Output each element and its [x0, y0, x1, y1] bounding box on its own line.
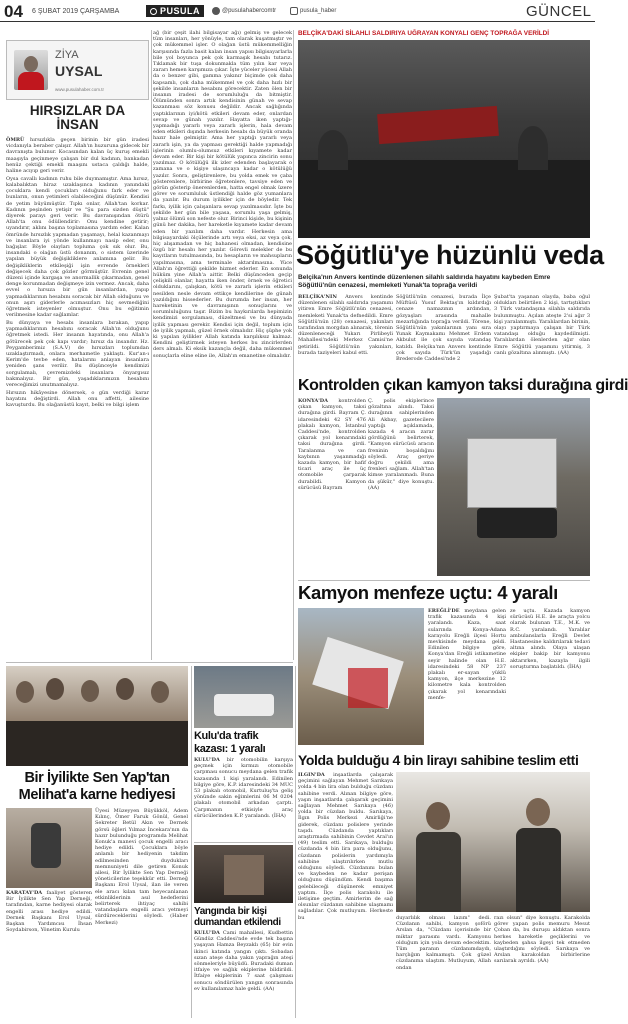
main-story-photo [298, 40, 590, 238]
kulu-crash-body [194, 757, 293, 841]
kulu-crash-headline-line2: kazası: 1 yaralı [194, 742, 266, 755]
twitter-handle: @pusulahabercomtr [222, 8, 277, 14]
main-story-lead: BELÇİKA'NIN [298, 294, 337, 300]
kulu-fire-lead: KULU'DA [194, 930, 220, 936]
kulu-crash-headline-line1: Kulu'da trafik [194, 730, 259, 742]
main-story-subhead: Belçika'nın Anvers kentinde düzenlenen silahlı saldırıda hayatını kaybeden Emre Söğütlü'nün cenazesi, memleketi Yunak'ta toprağa verildi [298, 274, 551, 289]
found-money-lead: ILGIN'DA [298, 772, 325, 778]
column-paragraph-1: Oysa cavallı kadının ruhu bile duymamıştır. Ama hırsız, kalabalıktan hiraz uzaklaşınca kadının yanındaki çocuklara kendi çocukları olduğunu fark eder ve bunların, onun yetimleri olabileceğini düşünür. Kendisi de yetim büyümüştür. Tıpkı onlar, Allah'tan korkar. Kadının peşinden yetişir ve "Şu para sizden düştü" diyerek parayı geri verir. Bu davranışından ötürü Allah'ta onu ödüllendirir: Onu kendine getirir; uyandırır, aklını başına toplamasına yardım eder. Kalan ömründe hırsızlık yapmadan yaşamayı, helal kazanmayı ve insanlara iyi yönde kullanmayı nasip eder, onu bağışlar. Böyle olayları topluma çok sık olur. Bu, insandaki o olağan üstü donanım, o sistem üzerinde yapılan büyük değişikliklere anlamına gelir. Bu değişikliklerin etkileşiği işin evrende örnekleri değişecek daha çok gözler görmüştür. Evrenin genel düzeni içinde kargaşa ve anormallik çıkarmadan, genel denge korunmadan değişmeye izin vermez. Ancak, daha evvel o hırsıza bir gün insanlardan, yapıp yapmadıklarının hesabını soracak bir Allah olduğunu ve onun aşırı giderlerle acımasızları hiç sevmediğini öğretmek isteyenler olmuştur. Onu bu eğitimin verilmesine kadar sağlamlar. [6, 175, 149, 319]
taxi-lead: KONYA'DA [298, 398, 329, 404]
found-money-text: inşaatlarda çalışarak geçimini sağlayan Mehmet Sarıkaya yolda 4 bin lira olan bulduğu cüzdanı sahibine verdi. Alınan bilgiye göre, yaşın inşaatlarda çalışarak geçimini sağlayan Mehmet Sarıkaya (46) yolda bir cüzdan buldu. Sarıkaya, İlgın Polis Merkezi Amirliği'ne giderek, cüzdanı polislere yerinde taşıdı. Cüzdanda yaptıkları araştırmada sahibinin Cevdet Aral'ın (49) teslim etti. Sarıkaya, bulduğu cüzdanda 4 bin lira para olduğunu, cüzdanın polislerin yardımıyla sahibine ulaştırılırken mutlu olduğunu söyledi. Cüzdanını bulan ve kaybeden ne kadar perişan olduğunu düşündüm. [298, 772, 393, 884]
author-box [6, 40, 149, 100]
charity-lead: KARATAY'DA [6, 890, 43, 896]
taxi-headline: Kontrolden çıkan kamyon taksi durağına girdi [298, 377, 628, 394]
column-body [6, 137, 149, 662]
instagram-handle: pusula_haber [300, 8, 337, 14]
charity-col1 [6, 890, 92, 1018]
truck-col2: ze uçtu. Kazada kamyon sürücüsü H.E. ile araçta yolcu olarak bulunan T.E., M.K. ve R.C. yaralandı. Yaralılar ambulanslarla Ereğli Devlet Hastanesine kaldırılarak tedavi altına alındı. Olaya ulaşan ekipler bakip bir kamyonu aktarırken, kazayla ilgili soruşturma başlatıldı. (İHA) [510, 608, 590, 670]
author-photo [14, 50, 48, 90]
truck-photo [298, 608, 424, 745]
charity-text: faaliyet gösteren Bir İyilikte Sen Yap Derneği, tarafından, karne hediyesi olarak engelli arası hediye edildi. Dernek Başkanı Erol Uysal, Başkan Yardımcısı İhsan Soydabirson, Yönetim Kurulu [6, 890, 92, 934]
kulu-fire-body [194, 930, 293, 1018]
found-money-col1 [298, 772, 393, 1018]
column-lead-bold: ÖMRÜ [6, 137, 25, 143]
main-story-col1 [298, 294, 393, 369]
found-money-col3: razı olsun" diye konuştu. Karakolda görev yapan polis memuru Mesut Çoban da, bu duruşu aldıktan sonra herkes hareketle geçiklerini ve kaybeden şahsa ilgeyi tek etmeden ulaştırdığını söyledi. Sarıkaya ve Arslan karakoldan birbirlerine sarılarak ayrıldı. (AA) [494, 915, 590, 965]
column-title-line2: İNSAN [56, 117, 99, 132]
taxi-photo [437, 398, 590, 576]
issue-date: 6 ŞUBAT 2019 ÇARŞAMBA [32, 8, 120, 15]
main-story-col1-text: Anvers kentinde düzenlenen silahlı saldırıda yaşamını yitiren Emre Söğütlü'nün cenazesi, memleketi Yunak'ta defnedildi. Emre Söğütlü'nün (28) cenazesi, yakınları tarafından morgdan alınarak, törenin düzenleneceği Yukarı Pirlibeyli Mahallesi'ndeki Merkez Camisi'ne getirildi. Söğütlü'nün yakınları, burada taziyeleri kabul etti. [298, 294, 393, 356]
kulu-crash-lead: KULU'DA [194, 757, 220, 763]
truck-headline: Kamyon menfeze uçtu: 4 yaralı [298, 582, 558, 603]
logo-text: PUSULA [160, 6, 201, 16]
taxi-text: kontrolden çıkan kamyon, taksi durağına girdi. Bayram Ç. idaresindeki 42 SY 476 plakalı kamyon, İstanbul Caddesi'nde, kontrolden çıkarak yol kenarındaki taksi durağına girdi. Taralanma ve can kaybının yaşanmadığı kazada kamyon, bir hafif ticari araç ile üç otomobile çarparak durabildi. Kamyon sürücüsü Bayram [298, 398, 366, 491]
kulu-fire-headline-line1: Yangında bir kişi [194, 906, 267, 917]
kulu-right-divider [295, 666, 296, 1018]
truck-text: meydana gelen trafik kazasında 4 kişi yaralandı. Kaza, saat sularında Konya-Adana karayolu Ereğli ilçesi Hortu mevkisinde meydana geldi. Edinilen bilgiye göre, Konya'dan Ereğli istikametine seyir halinde olan H.E. idaresindeki 58 NP 237 plakalı er-sayan yüklü kamyon, ilçe merkezine 12 kilometre kala kontrolden çıkarak yol kenarındaki menfe- [428, 608, 506, 701]
author-last-name: UYSAL [55, 63, 103, 79]
page-header [0, 0, 595, 22]
column-title-line1: HIRSIZLAR DA [29, 103, 126, 118]
charity-photo-2 [6, 808, 92, 888]
column-paragraph-3: Hırsızın hikâyesine dönersek, o gün verdiği karar hayatını değiştirdi. Allah onu affetti, ailesine kavuşturdu. Bu olağanüstü kayıt, belki ve bilgi işlem [6, 389, 149, 409]
column-divider [151, 30, 152, 660]
instagram-icon [290, 7, 298, 15]
logo-icon [150, 8, 157, 15]
charity-photo [6, 666, 188, 766]
logo [146, 5, 204, 17]
main-story-headline: Söğütlü'ye hüzünlü veda [296, 240, 604, 270]
page-number: 04 [4, 2, 23, 21]
middle-column-text: ağ (bir çeşit ilahi bilgisayar ağı) gelmiş ve gelecek tüm insanları, her yönüyle, tam olarak kuşatmıştır ve çok mükemmel işler. O olağan üstü mükemmelliğin karşısında fazla basit kalan insan yapısı bilgisayarlarla bile yol boyunca pek çok karmaşık hesabı tutarız. Tıklamak bir tuşa dokunmakla tüm yılın kar veya zararı hemen karşımıza çıkar. İşte yüceler yücesi Allah da o benzer gibi, gamma yakınır biçimde çok daha kapsamlı, çok daha mükemmel ve çok daha hızlı bir şekilde insanların hesabını görecektir. Zaten ölen bir insanın iradesi de sorumluluğu da bitmiştir. Ölümünden sonra artık kendisinin günah ve sevap kazanması söz konusu değildir. Ancak sağlığında yaptıklarının iyi/kötü etkileri devam eder, onlardan sevap ve günah yazılır. Hayatta iken yaptığı- yapmadığı yararlı veya zararlı işlerin, hala devam eden etkileri dışında herkesin hesabı da büyük oranda hazır hale gelmiştir. Ama her yaptığı yararlı veya zararlı işin, ya da yapması gerektiği halde yapmadığı işlerinin olumlu-olumsuz etkileri kıyamete kadar devam eder. Bir kişi bir kötülük yapınca zincirin sonu yazılmaz. O kötülüğü ilk izler edenden başlayarak o zamana ve o kişiye ulaşıncaya kadar o kötülüğü yazılır. Sonra, geliştirenlere, bu yolda emek ve çaba gösterenlere, birbirine öğretenlere, tavsiye eden ve görün gösterip önerenlerden, hatta engel olmak üzere görev ve sorumluluk üstlendiği halde göz yumanlara da yazılır. Bu durum iyilikler için de böyledir. Tek farkı, iyilik için çalışanlara sevap yazılmasıdır. İşte bu şekilde her gün bile yaşasa, sorumlu yaşa gelmiş, yalnız ölümü son nefeste olur. Birinci kişide, bu kişinin günü her dakika, her hareketle kıyamete kadar devam eden bir yazılım daha vardır. Herkesin ama bilgisayardaki ölçülerinde artı veya eksi, az veya çok, hiç alışamadan ve hiç bahanesi olmadan, kendisine özgü bir hesabı her yazılır. Görevli melekler de bu kayıtların tutulmasında, bu hesapların ve mahsupların yapılmasına, ama terminale aktarılmasına. Yüce Allah'ın öğrettiği şekilde hizmet ederler. En sonunda hüküm yine Allah'a aittir. Belki düşünceden geçip çelişkili olanlar, hayatta iken önder, örnek ve öğretici olduklarını, çalışkan, kötü ve zararlı işlerin etkileri nesilden nesle devam ettikçe kendilerine de günah yazıldığını hissederler. Bu durumda her insan, her hareketinin ve davranışının sonuçlarını ve sorumluluğunu taşır. Bizim bu haykırılarda hepimizin kendimizi sorgulaması, düzeltmesi ve bu dünyada iyilik yapması gerekir. Kendisi için değil, toplum için de iyilik yapmalı, güzel örnek olmalıdır. Hiç şüphe yok ki yapılan iyilikler Allah katında karşılıksız kalmaz. Kendini geliştirmek isteyen herkes bu zincirlerden ders almalı. Ki eksik kazançla değil, daha mükemmel sonuçlarla eline eline ile, Allah'ın emanetine olmalıdır. [153, 30, 292, 359]
main-story-col2: Söğütlü'nün cenazesi, burada İlçe Müftüsü Yusuf Bektaş'ın kıldırdığı cenaze namazının ardından, gözyaşları arasında mahalle mezarlığında toprağa verildi. Törene, Söğütlü'nün yakınlarının yanı sıra Yunak Kaymakamı Mehmet Erdem Akbulut ile çok sayıda vatandaş katıldı. Belçika'nın Anvers kentinde çok sayıda Türk'ün yaşadığı Brederode Caddesi'nde 2 [396, 294, 491, 363]
kulu-crash-headline [194, 730, 293, 755]
middle-divider [293, 30, 294, 660]
author-site: www.pusulahaber.com.tr [55, 87, 105, 92]
kulu-fire-text: Cami mahallesi, Kudbettin Gündüz Caddesi'nde evde tek başına yaşayan Hamza Beyzaklı (65) bir evin ikinci katında yangın çıktı. Sobadan sızan ateşe daha yakın yaprağın ateşi sönmeleriyle büyüdü. Buradaki duman itfaiye ve sağlık ekiplerine bildirildi. İtfaiye ekiplerinin 7 saat çalışması sonucu söndürülen yangın sonrasında ev kullanılamaz hale geldi. (AA) [194, 930, 293, 992]
taxi-divider [298, 580, 590, 581]
kulu-crash-photo [194, 666, 293, 728]
horizontal-divider [6, 662, 293, 663]
charity-col2: Üyesi Müzeyyen Büyükköl, Adem Kılınç, Ömer Faruk Gönül, Genel Sekreter Betül Akın ve Dernek görsü öğleri Yılmaz İncekara'nın da hazır bulunduğu programda Melihat Konuk'a manevi çocuk engelli aracı hediye edildi. Çocuklara böyle anlamlı bir hediyenin takdim edilmesinden duydukları memnuniyeti dile getiren Konuk ailesi, Bir İyilikte Sen Yap Derneği yöneticilerine teşekkür etti. Derneğ Başkanı Erol Uysal, ilan ile veren ele aracı kılan tam heyecanlanan etkinliklerinin asıl hedeflerini belirterek ihtiyaç sahibi vatandaşlara engelli aracı yetmeyi sürdüreceklerini söyledi. (Haber Merkezi) [95, 808, 188, 926]
found-money-text-2: Kendi başıma gelebileceği düşünerek emniyet yaptım. İlçe polis karakolu ile iletişime geçtim. Amirlerim de sağ olsunlar cüzdanın sahibine ulaşmamı sağladılar. Çok mutluyum. Herkeste bu [298, 877, 393, 921]
taxi-col2: Ç. polis ekiplerince gözaltına alındı. Taksi durağının sahiplerinden Ali Akbay, gazetecilere yaptığı açıklamada, kazada 4 aracın zarar gördüğünü belirterek, "Kamyon sürücüsü aracın freninin boşaldığını söyledi. Araç geriye doğru çekildi ama frenleri sağlam. Allah'tan kimse yaralanmadı. Buna da şükür," diye konuştu. (AA) [368, 398, 434, 491]
charity-divider [191, 666, 192, 1018]
kulu-fire-headline [194, 906, 293, 928]
found-money-col2: duyarlılık olması lazım" dedi. Cüzdanın sahibi, kamyon şoförü Arslan da, "Cüzdanı içerisinde bir miktar parasını vardı. Kamyonu olduğum için yola devam edecektim. Tüm paranın cüzdanımdaydı, harçlığım kalmamıştı. Çok güzel cüzdanıma ulaştım. Mutluyum, Allah ondan [396, 915, 491, 971]
taxi-col1 [298, 398, 366, 576]
twitter-icon [212, 7, 220, 15]
kulu-fire-photo [194, 845, 293, 903]
found-money-headline: Yolda bulduğu 4 bin lirayı sahibine teslim etti [298, 752, 579, 768]
column-title [6, 104, 149, 132]
charity-headline [6, 770, 188, 804]
kulu-divider [194, 842, 293, 843]
main-story-col3: Şubat'ta yaşanan olayda, baba oğul oldukları belirtilen 2 kişi, tartıştıkları 3 Türk vatandaşına silahla saldırıda bulunmuştu. Açılan ateşte 2'si ağır 3 kişi yaralanmıştı. Yaralılardan birinin, olayı yaptırmaya çalışan bir Türk vatandaşı olduğu kaydedilmişti. Yaralılardan ölenlerden ağır olan Emre Söğütlü yaşamını yitirmiş, 3 canlı gözaltına alınmıştı. (AA) [494, 294, 590, 356]
section-title: GÜNCEL [526, 3, 592, 20]
charity-headline-line1: Bir İyilikte Sen Yap'tan [24, 770, 170, 786]
author-first-name: ZİYA [55, 49, 79, 61]
found-money-photo [396, 772, 590, 912]
kulu-fire-headline-line2: dumandan etkilendi [194, 917, 281, 928]
main-story-caption: BELÇİKA'DAKİ SİLAHLI SALDIRIYA UĞRAYAN KONYALI GENÇ TOPRAĞA VERİLDİ [298, 30, 550, 37]
charity-headline-line2: Melihat'a karne hediyesi [18, 787, 176, 803]
column-paragraph-2: Bu dünyaya ve hesabı insanlara bırakan, yapıp yapmadıklarının hesabını soracak Allah'ın olduğunu öğretmek istedi. Her insanın hayatında, onu Allah'a götürecek pek çok kapı vardır; hırsız da insandır. Hz. Peygamberimiz (S.A.V) de hırsızları toplumdan uzaklaştırmadı, onlara merhametle yaklaştı. Kur'an-ı Kerim'de tevbe eden, hatalarını anlayan insanlara yeniden şans verilir. Bu düşünceyle kendimizi sorgulamalı, çevremizdeki insanlara önyargısız bakmalıyız. Bir gün, yaşadıklarımızın hesabını vereceğimizi unutmamalıyız. [6, 319, 149, 388]
column-lead: hırsızlıkla geçen birinin bir gün iradesi vicdanıyla beraber çalışır. Allah'ın huzuruna gidecek bir davranışta bulunur. Kocasından kalan üç kuruş emekli maaşıyla geçinmeye çalışan bir dul kadının, bankadan henüz çektiği emekli maaşını ustaca çaldığı halde, haline acıyıp geri verir. [6, 137, 149, 175]
truck-col1 [428, 608, 506, 745]
truck-lead: EREĞLİ'DE [428, 608, 460, 614]
kulu-crash-text: bir otomobilin karşıya geçmek için kırmızı otomobile çarpması sonucu meydana gelen trafik kazasında 1 kişi yaralandı. Edinilen bilgiye göre, K.P. idaresindeki 34 MUC 53 plakalı otomobil, Kurtuluş'ta geliş yönünde sakin eğimlerini 06 M 0204 plakalı otomobil arkadan çarptı. Çarpmanın etkisiyle araç sürücülerinden K.P. yaralandı. (İHA) [194, 757, 293, 819]
